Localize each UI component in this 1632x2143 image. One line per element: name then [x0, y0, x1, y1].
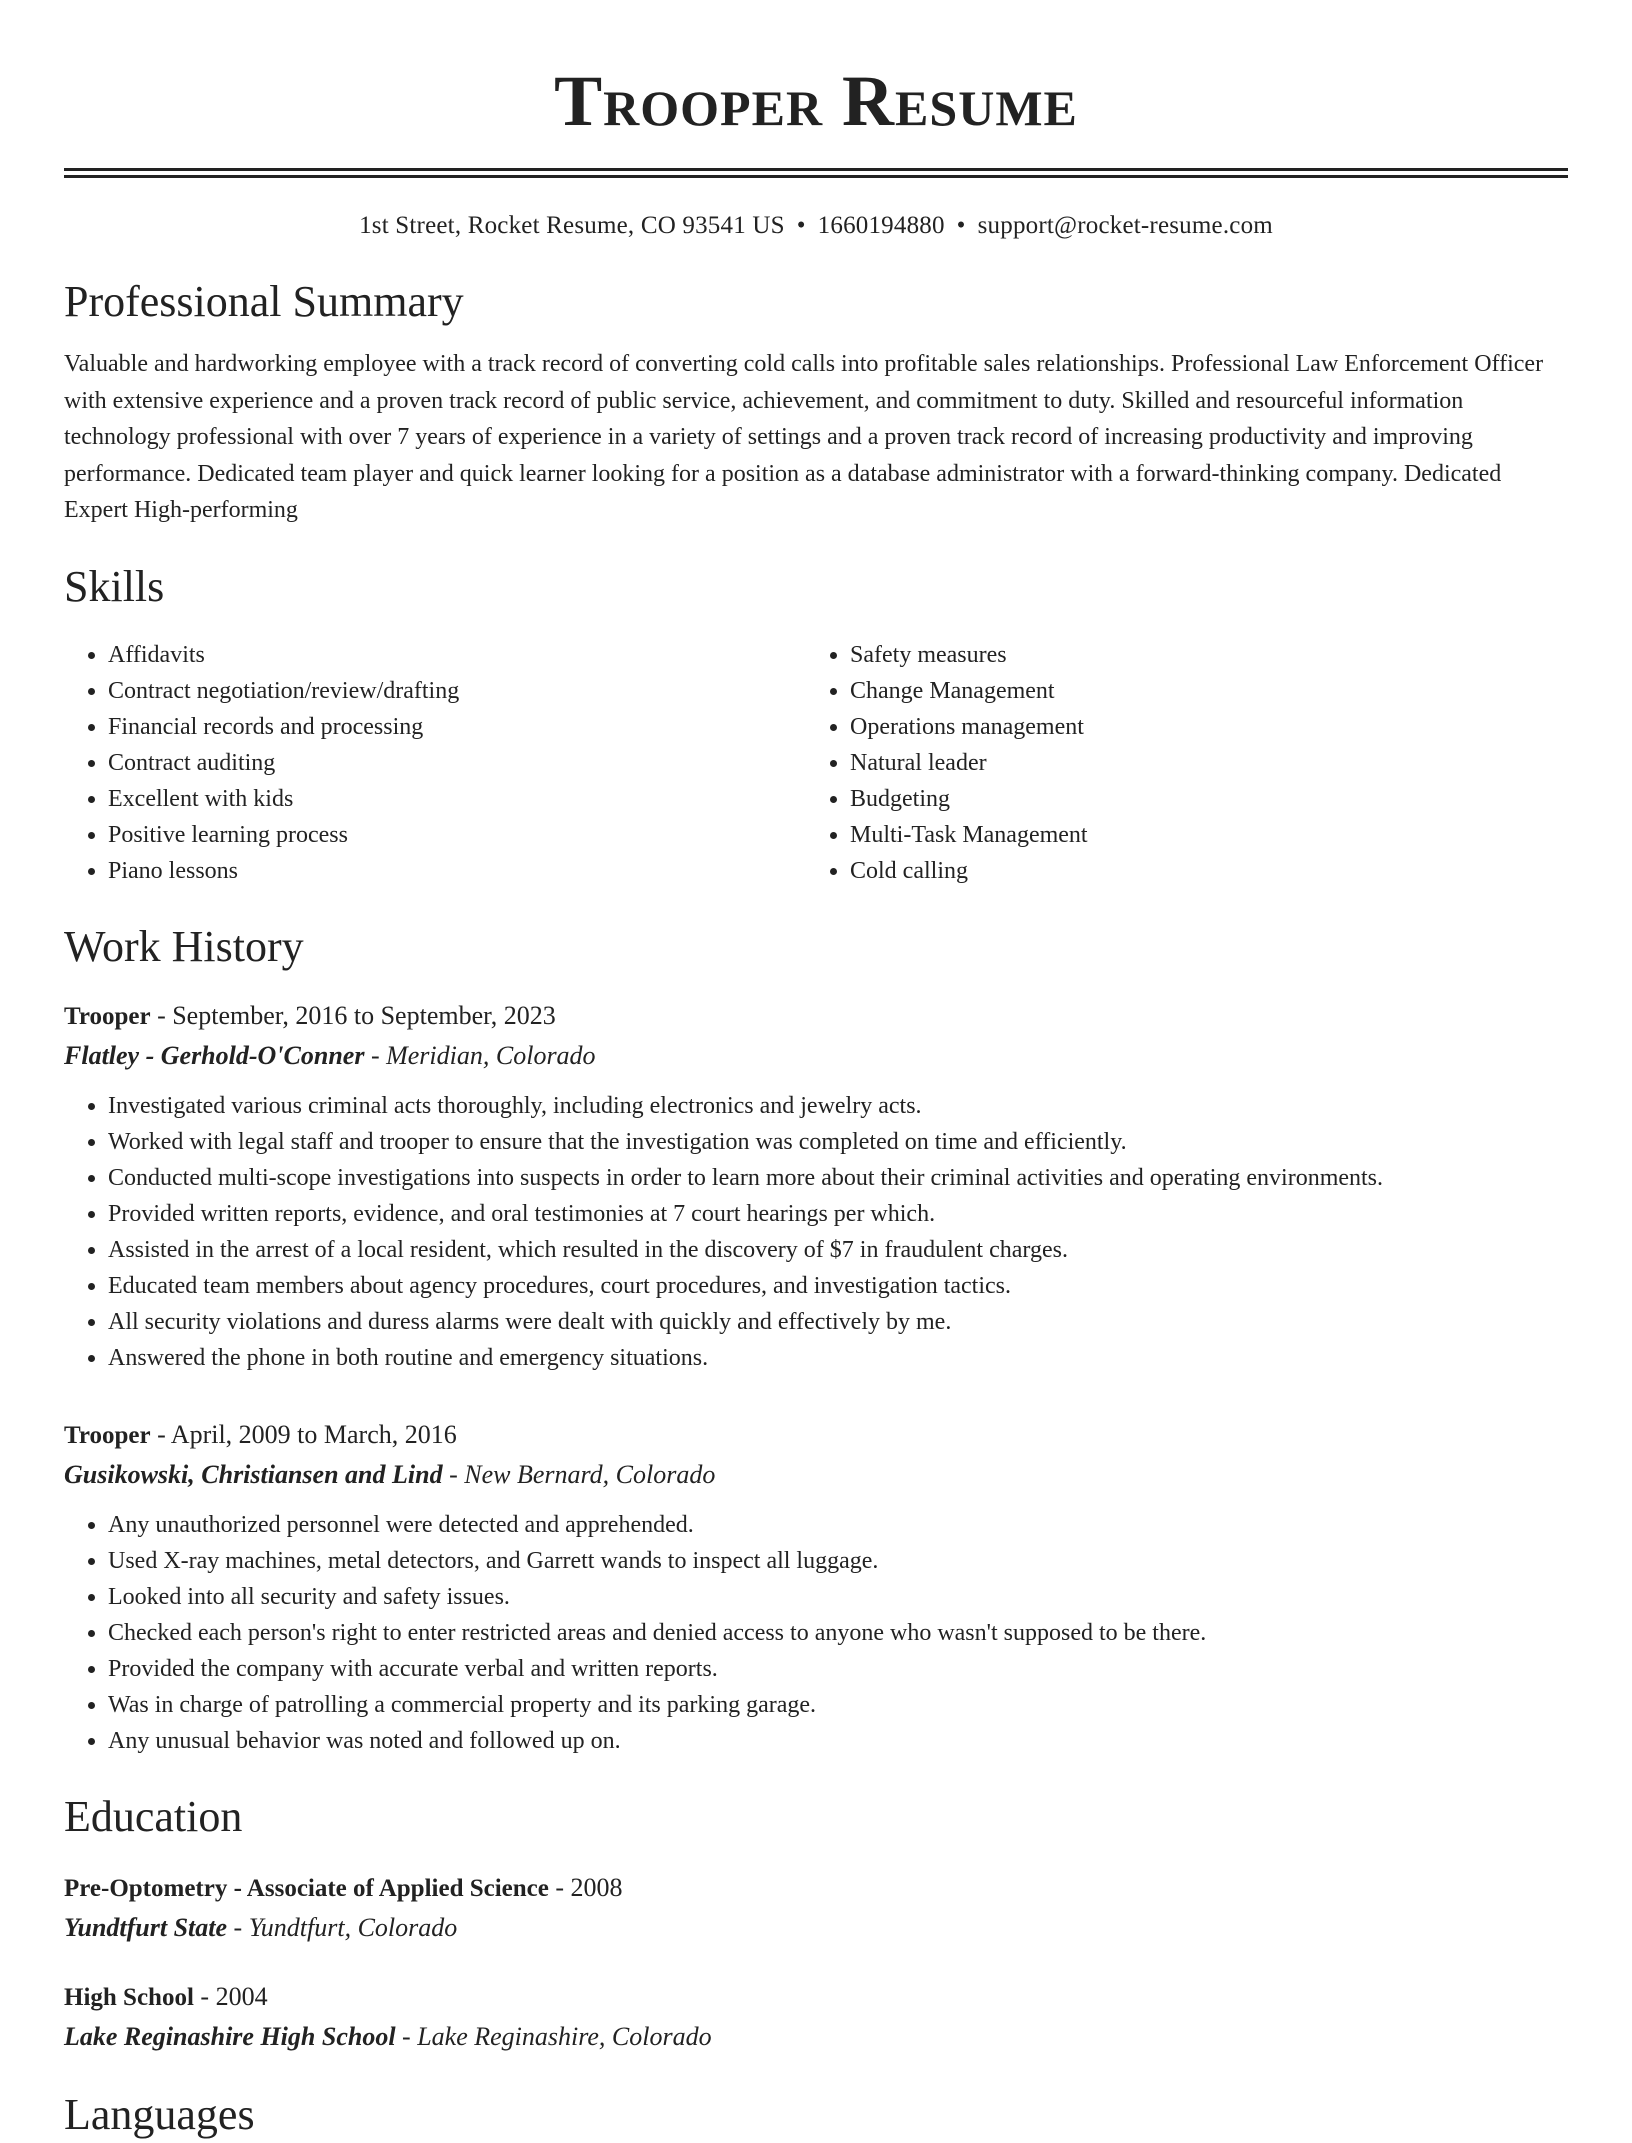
job-bullet: • Looked into all security and safety issues. — [108, 1579, 1568, 1615]
skills-columns — [64, 637, 1568, 889]
summary-text: Valuable and hardworking employee with a track record of converting cold calls into profitable sales relationships. Professional Law Enforcement Officer with extensive experience and a proven track record of public service, achievement, and commitment to duty. Skilled and resourceful information technology professional with over 7 years of experience in a variety of settings and a proven track record of increasing productivity and improving performance. Dedicated team player and quick learner looking for a position as a database administrator with a forward-thinking company. Dedicated Expert High-performing — [64, 351, 1544, 523]
skill-item: • Financial records and processing — [108, 709, 806, 745]
education-degree: High School — [64, 1983, 194, 2011]
job-bullet: • Any unauthorized personnel were detected and apprehended. — [108, 1507, 1568, 1543]
job-bullet: • Checked each person's right to enter restricted areas and denied access to anyone who wasn't supposed to be there. — [108, 1615, 1568, 1651]
skill-item: • Piano lessons — [108, 853, 806, 889]
contact-line — [64, 208, 1568, 244]
skill-item: • Safety measures — [850, 637, 1548, 673]
job-bullet: • Conducted multi-scope investigations into suspects in order to learn more about their criminal activities and operating environments. — [108, 1160, 1568, 1196]
job-bullet: • Investigated various criminal acts thoroughly, including electronics and jewelry acts. — [108, 1088, 1568, 1124]
work-history-heading: Work History — [64, 921, 304, 971]
job-bullet: • Answered the phone in both routine and emergency situations. — [108, 1340, 1568, 1376]
skill-item: • Contract negotiation/review/drafting — [108, 673, 806, 709]
education-year: - 2008 — [548, 1872, 623, 1902]
education-school: Yundtfurt State — [64, 1912, 228, 1942]
job-bullets — [64, 1507, 1568, 1759]
skills-right-list — [806, 637, 1548, 889]
education-school-line — [64, 1908, 1568, 1948]
job-bullet: • Educated team members about agency procedures, court procedures, and investigation tactics. — [108, 1268, 1568, 1304]
contact-separator: • — [796, 212, 806, 239]
summary-heading: Professional Summary — [64, 277, 464, 326]
job-employer-line — [64, 1455, 1568, 1495]
job-location: - New Bernard, Colorado — [442, 1459, 716, 1489]
job-bullet: • All security violations and duress alarms were dealt with quickly and effectively by me. — [108, 1304, 1568, 1340]
skill-item: • Positive learning process — [108, 817, 806, 853]
education-school: Lake Reginashire High School — [64, 2021, 396, 2051]
skill-item: • Multi-Task Management — [850, 817, 1548, 853]
job-bullet: • Used X-ray machines, metal detectors, and Garrett wands to inspect all luggage. — [108, 1543, 1568, 1579]
education-entry — [64, 1978, 1568, 2057]
job-employer: Flatley - Gerhold-O'Conner — [64, 1040, 365, 1070]
contact-address: 1st Street, Rocket Resume, CO 93541 US — [359, 212, 785, 239]
job-bullet: • Any unusual behavior was noted and followed up on. — [108, 1723, 1568, 1759]
skill-item: • Cold calling — [850, 853, 1548, 889]
skill-item: • Excellent with kids — [108, 781, 806, 817]
skill-item: • Change Management — [850, 673, 1548, 709]
skill-item: • Operations management — [850, 709, 1548, 745]
education-entry — [64, 1869, 1568, 1948]
job-title-line — [64, 997, 1568, 1036]
education-degree-line — [64, 1978, 1568, 2017]
job-title-line — [64, 1416, 1568, 1455]
job-bullets — [64, 1088, 1568, 1376]
job-bullet: • Assisted in the arrest of a local resident, which resulted in the discovery of $7 in fraudulent charges. — [108, 1232, 1568, 1268]
contact-phone: 1660194880 — [817, 212, 945, 239]
job-entry — [64, 1416, 1568, 1759]
job-dates: - September, 2016 to September, 2023 — [150, 1000, 556, 1030]
skills-left-list — [64, 637, 806, 889]
skill-item: • Natural leader — [850, 745, 1548, 781]
job-title: Trooper — [64, 1002, 151, 1030]
skill-item: • Affidavits — [108, 637, 806, 673]
resume-name: Trooper Resume — [554, 61, 1078, 141]
job-bullet: • Worked with legal staff and trooper to ensure that the investigation was completed on time and efficiently. — [108, 1124, 1568, 1160]
skills-heading: Skills — [64, 561, 165, 611]
education-heading: Education — [64, 1791, 243, 1841]
job-dates: - April, 2009 to March, 2016 — [150, 1419, 457, 1449]
education-year: - 2004 — [193, 1981, 268, 2011]
skill-item: • Budgeting — [850, 781, 1548, 817]
job-bullet: • Provided written reports, evidence, and oral testimonies at 7 court hearings per which. — [108, 1196, 1568, 1232]
job-location: - Meridian, Colorado — [364, 1040, 596, 1070]
job-entry — [64, 997, 1568, 1376]
education-location: - Yundtfurt, Colorado — [227, 1912, 458, 1942]
languages-heading: Languages — [64, 2089, 255, 2139]
job-bullet: • Provided the company with accurate verbal and written reports. — [108, 1651, 1568, 1687]
header-double-rule — [64, 168, 1568, 178]
job-employer-line — [64, 1036, 1568, 1076]
education-location: - Lake Reginashire, Colorado — [395, 2021, 712, 2051]
education-degree: Pre-Optometry - Associate of Applied Science — [64, 1874, 549, 1902]
education-school-line — [64, 2017, 1568, 2057]
contact-separator: • — [956, 212, 966, 239]
education-degree-line — [64, 1869, 1568, 1908]
contact-email: support@rocket-resume.com — [977, 212, 1273, 239]
job-employer: Gusikowski, Christiansen and Lind — [64, 1459, 443, 1489]
job-bullet: • Was in charge of patrolling a commercial property and its parking garage. — [108, 1687, 1568, 1723]
skill-item: • Contract auditing — [108, 745, 806, 781]
job-title: Trooper — [64, 1421, 151, 1449]
